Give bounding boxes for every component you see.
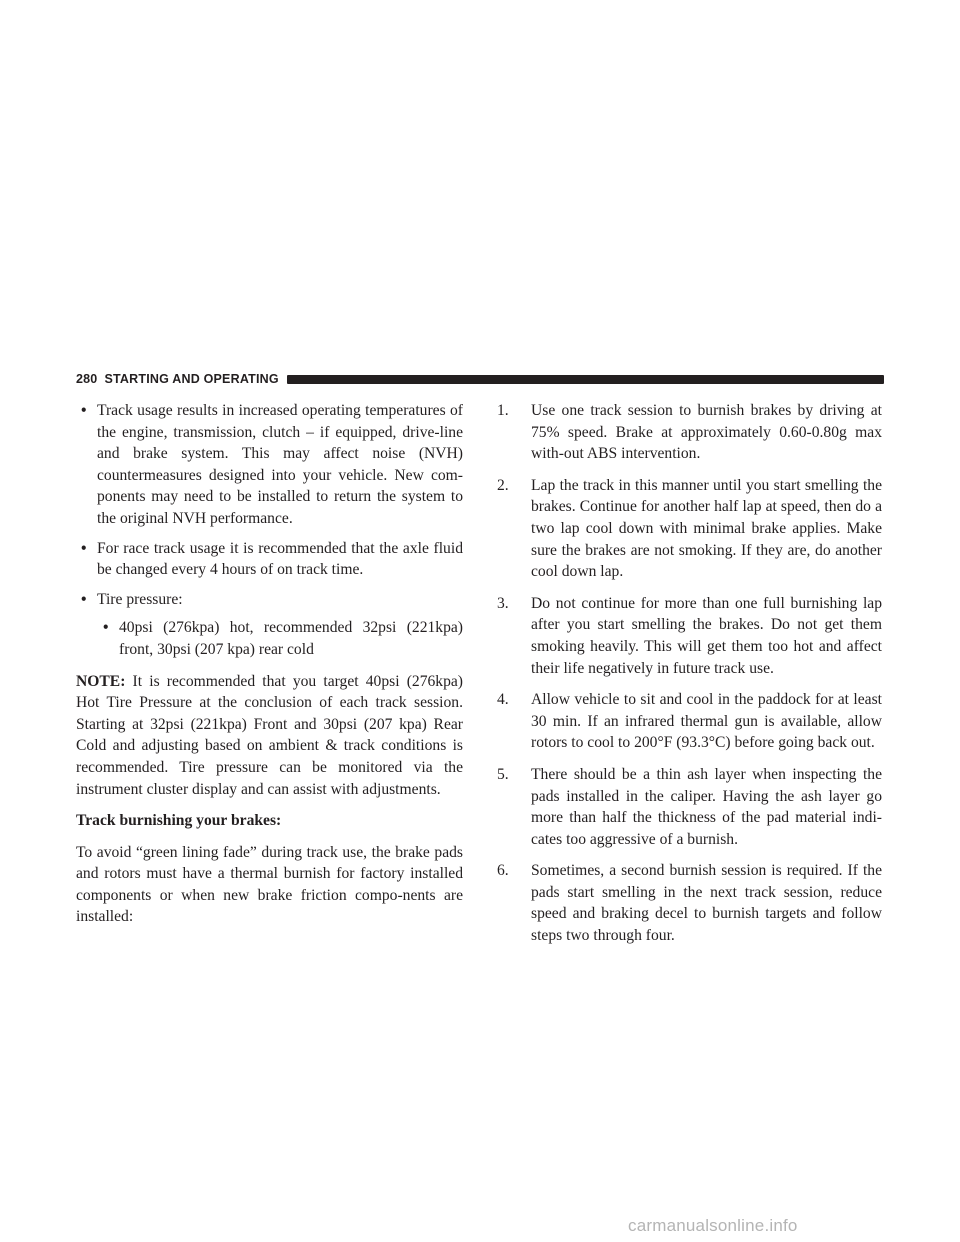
watermark-text: carmanualsonline.info — [628, 1216, 798, 1235]
bullet-item — [76, 589, 463, 611]
step-text: There should be a thin ash layer when inspecting the pads installed in the caliper. Having the ash layer go more than half the thickness of the pad material indi-cates too aggressive of a burnish. — [531, 765, 882, 848]
bullet-item — [76, 538, 463, 581]
bullet-glyph: • — [81, 402, 87, 419]
note-label: NOTE: — [76, 672, 126, 690]
section-heading: Track burnishing your brakes: — [76, 812, 282, 830]
right-column — [497, 400, 882, 957]
page-number: 280 — [76, 372, 98, 386]
sub-bullet-item — [76, 617, 463, 660]
bullet-text: Tire pressure: — [97, 590, 183, 608]
note-paragraph — [76, 671, 463, 801]
page-header — [76, 371, 884, 387]
numbered-step — [497, 400, 882, 465]
step-number: 2. — [497, 476, 509, 494]
step-text: Sometimes, a second burnish session is required. If the pads start smelling in the next track session, reduce speed and braking decel to burnish targets and follow steps two through four. — [531, 862, 882, 945]
step-number: 3. — [497, 594, 509, 612]
left-column — [76, 400, 463, 938]
bullet-text: For race track usage it is recommended that the axle fluid be changed every 4 hours of on track time. — [97, 539, 463, 579]
numbered-step — [497, 689, 882, 754]
bullet-text: Track usage results in increased operating temperatures of the engine, transmission, clutch – if equipped, drive-line and brake system. This may affect noise (NVH) countermeasures designed into your vehicle. New com-ponents may need to be installed to return the system to the original NVH performance. — [97, 402, 463, 527]
bullet-item — [76, 400, 463, 530]
header-rule — [287, 375, 884, 384]
intro-paragraph: To avoid “green lining fade” during track use, the brake pads and rotors must have a thermal burnish for factory installed components or when new brake friction compo-nents are installed: — [76, 843, 463, 926]
numbered-step — [497, 860, 882, 946]
numbered-step — [497, 593, 882, 679]
step-text: Do not continue for more than one full burnishing lap after you start smelling the brakes. Do not get them smoking heavily. This will get them too hot and affect their life negatively in future track use. — [531, 594, 882, 677]
step-text: Use one track session to burnish brakes by driving at 75% speed. Brake at approximately 0.60-0.80g max with-out ABS intervention. — [531, 402, 882, 463]
section-title: STARTING AND OPERATING — [104, 372, 279, 386]
step-number: 6. — [497, 862, 509, 880]
numbered-step — [497, 475, 882, 583]
bullet-glyph: • — [81, 539, 87, 557]
note-text: It is recommended that you target 40psi (276kpa) Hot Tire Pressure at the conclusion of each track session. Starting at 32psi (221kpa) Front and 30psi (207 kpa) Rear Cold and adjusting based on ambient & track conditions is recommended. Tire pressure can be monitored via the instrument cluster display and can assist with adjustments. — [76, 672, 463, 798]
step-text: Allow vehicle to sit and cool in the paddock for at least 30 min. If an infrared thermal gun is available, allow rotors to cool to 200°F (93.3°C) before going back out. — [531, 691, 882, 752]
sub-bullet-text: 40psi (276kpa) hot, recommended 32psi (221kpa) front, 30psi (207 kpa) rear cold — [119, 619, 463, 658]
step-number: 5. — [497, 765, 509, 783]
bullet-glyph: • — [81, 590, 87, 608]
step-text: Lap the track in this manner until you start smelling the brakes. Continue for another half lap at speed, then do a two lap cool down with minimal brake applies. Make sure the brakes are not smoking. If they are, do another cool down lap. — [531, 476, 882, 581]
numbered-step — [497, 764, 882, 850]
bullet-glyph: • — [103, 619, 109, 637]
step-number: 1. — [497, 402, 509, 419]
step-number: 4. — [497, 691, 509, 709]
